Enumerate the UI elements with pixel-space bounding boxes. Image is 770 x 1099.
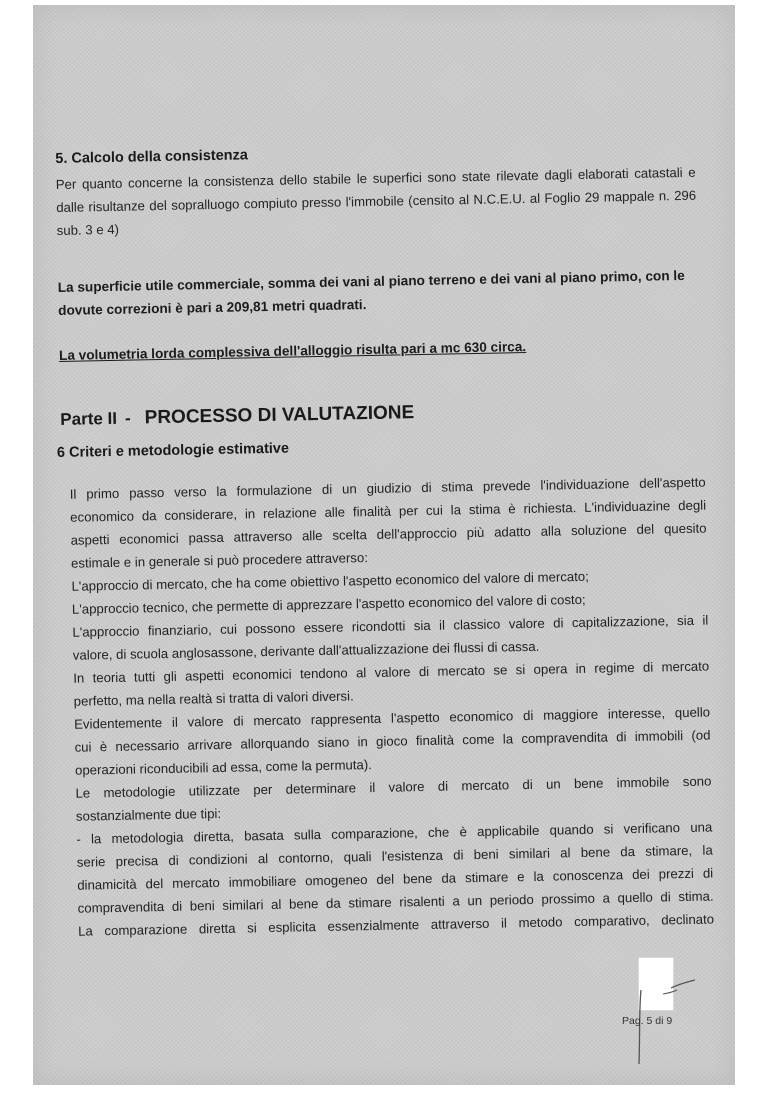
scanned-page — [33, 5, 735, 1085]
body-line: valore, di scuola anglosassone, derivante dall'attualizzazione dei flussi di cassa. — [72, 638, 540, 663]
section-5-paragraph: Per quanto concerne la consistenza dello stabile le superfici sono state rilevate dagli elaborati catastali e dalle risultanze del sopralluogo compiuto presso l'immobile (censito al N.C.E.U. al Foglio 29 mappale n. 296 sub. 3 e 4) — [55, 164, 697, 238]
body-line: serie precisa di condizioni al contorno, quali l'esistenza di beni similari al bene da stimare, la — [76, 842, 713, 870]
page-number: Pag. 5 di 9 — [622, 1015, 673, 1027]
body-line: L'approccio tecnico, che permette di apprezzare l'aspetto economico del valore di costo; — [71, 591, 586, 617]
body-line: Evidentemente il valore di mercato rappresenta l'aspetto economico di maggiore interesse, quello — [74, 704, 711, 732]
part-2-title-row — [60, 397, 700, 431]
body-line: cui è necessario arrivare allorquando siano in gioco finalità come la compravendita di immobili (od — [74, 727, 711, 755]
body-line: aspetti economici passa attraverso alle scelta dell'approccio più adatto alla soluzione del quesito — [70, 520, 707, 548]
body-line: perfetto, ma nella realtà si tratta di valori diversi. — [73, 688, 354, 709]
body-line: operazioni riconducibili ad essa, come la permuta). — [74, 757, 373, 778]
body-line: In teoria tutti gli aspetti economici tendono al valore di mercato se si opera in regime di mercato — [73, 658, 710, 686]
part-2-header — [60, 397, 700, 431]
section-6-heading-block — [57, 433, 697, 461]
body-line: Il primo passo verso la formulazione di un giudizio di stima prevede l'individuazione dell'aspetto — [69, 474, 706, 502]
section-5-heading: 5. Calcolo della consistenza — [55, 147, 249, 167]
body-line: economico da considerare, in relazione alle finalità per cui la stima è richiesta. L'individuazine degli — [70, 497, 707, 525]
body-line: estimale e in generale si può procedere attraverso: — [70, 550, 369, 571]
section-5 — [55, 139, 699, 363]
body-line: L'approccio finanziario, cui possono essere ricondotti sia il classico valore di capitalizzazione, sia il — [72, 612, 709, 640]
surface-statement: La superficie utile commerciale, somma dei vani al piano terreno e dei vani al piano primo, con le dovute correzioni è pari a 209,81 metri quadrati. — [57, 267, 685, 318]
section-6-heading: 6 Criteri e metodologie estimative — [56, 440, 290, 462]
body-line: compravendita di beni similari al bene da stimare risalenti a un periodo prossimo a quello di stima. — [77, 888, 714, 916]
page-content — [55, 131, 715, 939]
part-title: PROCESSO DI VALUTAZIONE — [144, 402, 415, 429]
body-line: Le metodologie utilizzate per determinare il valore di mercato di un bene immobile sono — [75, 773, 712, 801]
volume-statement: La volumetria lorda complessiva dell'alloggio risulta pari a mc 630 circa. — [58, 338, 527, 363]
body-line: - la metodologia diretta, basata sulla comparazione, che è applicabile quando si verificano una — [76, 819, 713, 847]
body-line: sostanzialmente due tipi: — [75, 805, 222, 824]
body-line: L'approccio di mercato, che ha come obiettivo l'aspetto economico del valore di mercato; — [71, 568, 589, 594]
part-separator: - — [124, 408, 131, 428]
section-6-body — [70, 471, 715, 943]
body-line: La comparazione diretta si esplicita essenzialmente attraverso il metodo comparativo, declinato — [77, 911, 715, 939]
part-label: Parte II — [60, 408, 118, 429]
body-line: dinamicità del mercato immobiliare omogeneo del bene da stimare e la conoscenza dei prezzi di — [77, 865, 714, 893]
